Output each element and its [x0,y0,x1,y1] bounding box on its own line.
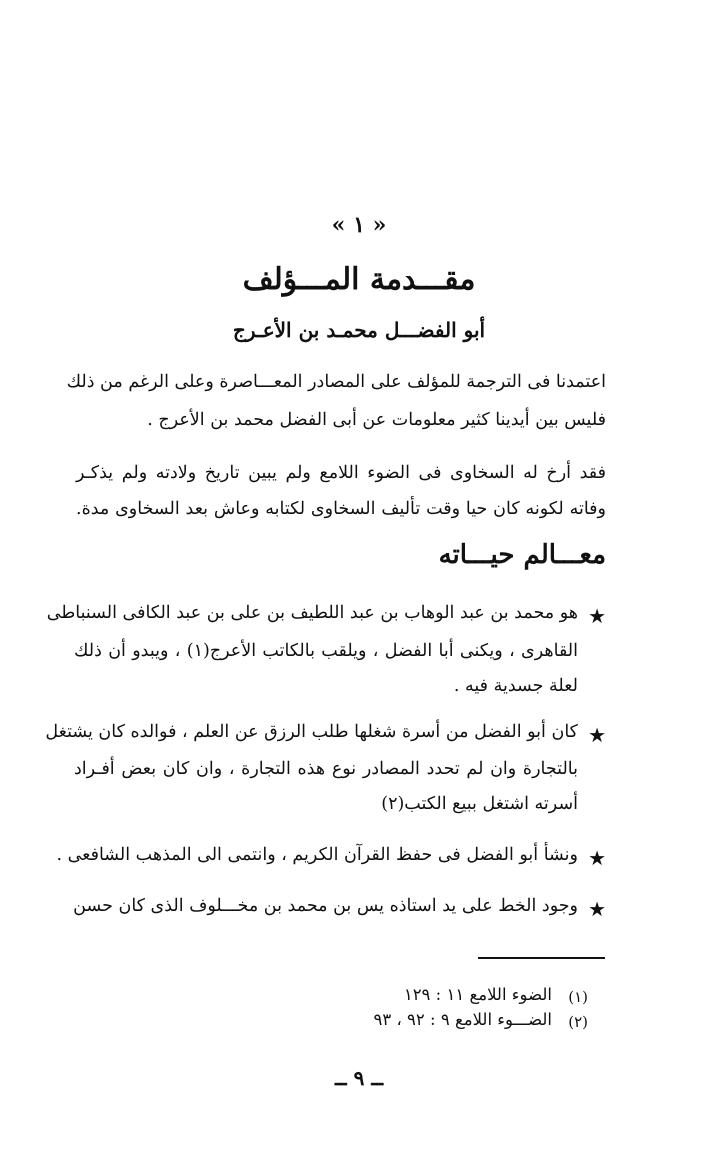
footnote-text: الضوء اللامع ١١ : ١٢٩ [403,985,552,1004]
star-bullet-icon: ★ [588,604,606,628]
bullet-line: القاهرى ، ويكنى أبا الفضل ، ويلقب بالكاتب الأعرج(١) ، ويبدو أن ذلك [74,641,579,661]
section-heading: معـــالم حيـــاته [438,540,606,570]
star-bullet-icon: ★ [588,723,606,747]
star-bullet-icon: ★ [588,846,606,870]
paragraph-line: فقد أرخ له السخاوى فى الضوء اللامع ولم يبين تاريخ ولادته ولم يذكـر [76,463,606,483]
footnote-text: الضـــوء اللامع ٩ : ٩٢ ، ٩٣ [373,1010,552,1029]
chapter-title: مقـــدمة المـــؤلف [242,262,476,297]
chapter-number: « ١ » [331,212,387,238]
star-bullet-icon: ★ [588,897,606,921]
bullet-line: كان أبو الفضل من أسرة شغلها طلب الرزق عن العلم ، فوالده كان يشتغل [45,722,578,742]
bullet-line: ونشأ أبو الفضل فى حفظ القرآن الكريم ، وانتمى الى المذهب الشافعى . [56,845,578,865]
footnote-divider [478,957,605,959]
bullet-line: أسرته اشتغل ببيع الكتب(٢) [381,794,578,814]
bullet-line: بالتجارة وان لم تحدد المصادر نوع هذه التجارة ، وان كان بعض أفـراد [74,759,578,779]
footnote-marker: (٢) [568,1013,588,1031]
footnote-marker: (١) [568,988,588,1006]
bullet-line: هو محمد بن عبد الوهاب بن عبد اللطيف بن على بن عبد الكافى السنباطى [46,603,578,623]
bullet-line: لعلة جسدية فيه . [453,676,578,696]
paragraph-line: فليس بين أيدينا كثير معلومات عن أبى الفضل محمد بن الأعرج . [147,410,606,430]
author-line: أبو الفضـــل محمـد بن الأعـرج [232,318,486,342]
paragraph-line: اعتمدنا فى الترجمة للمؤلف على المصادر المعـــاصرة وعلى الرغم من ذلك [66,372,606,392]
bullet-line: وجود الخط على يد استاذه يس بن محمد بن مخـــلوف الذى كان حسن [73,896,578,916]
page-number: ــ ٩ ــ [334,1066,384,1090]
paragraph-line: وفاته لكونه كان حيا وقت تأليف السخاوى لكتابه وعاش بعد السخاوى مدة. [76,499,606,519]
